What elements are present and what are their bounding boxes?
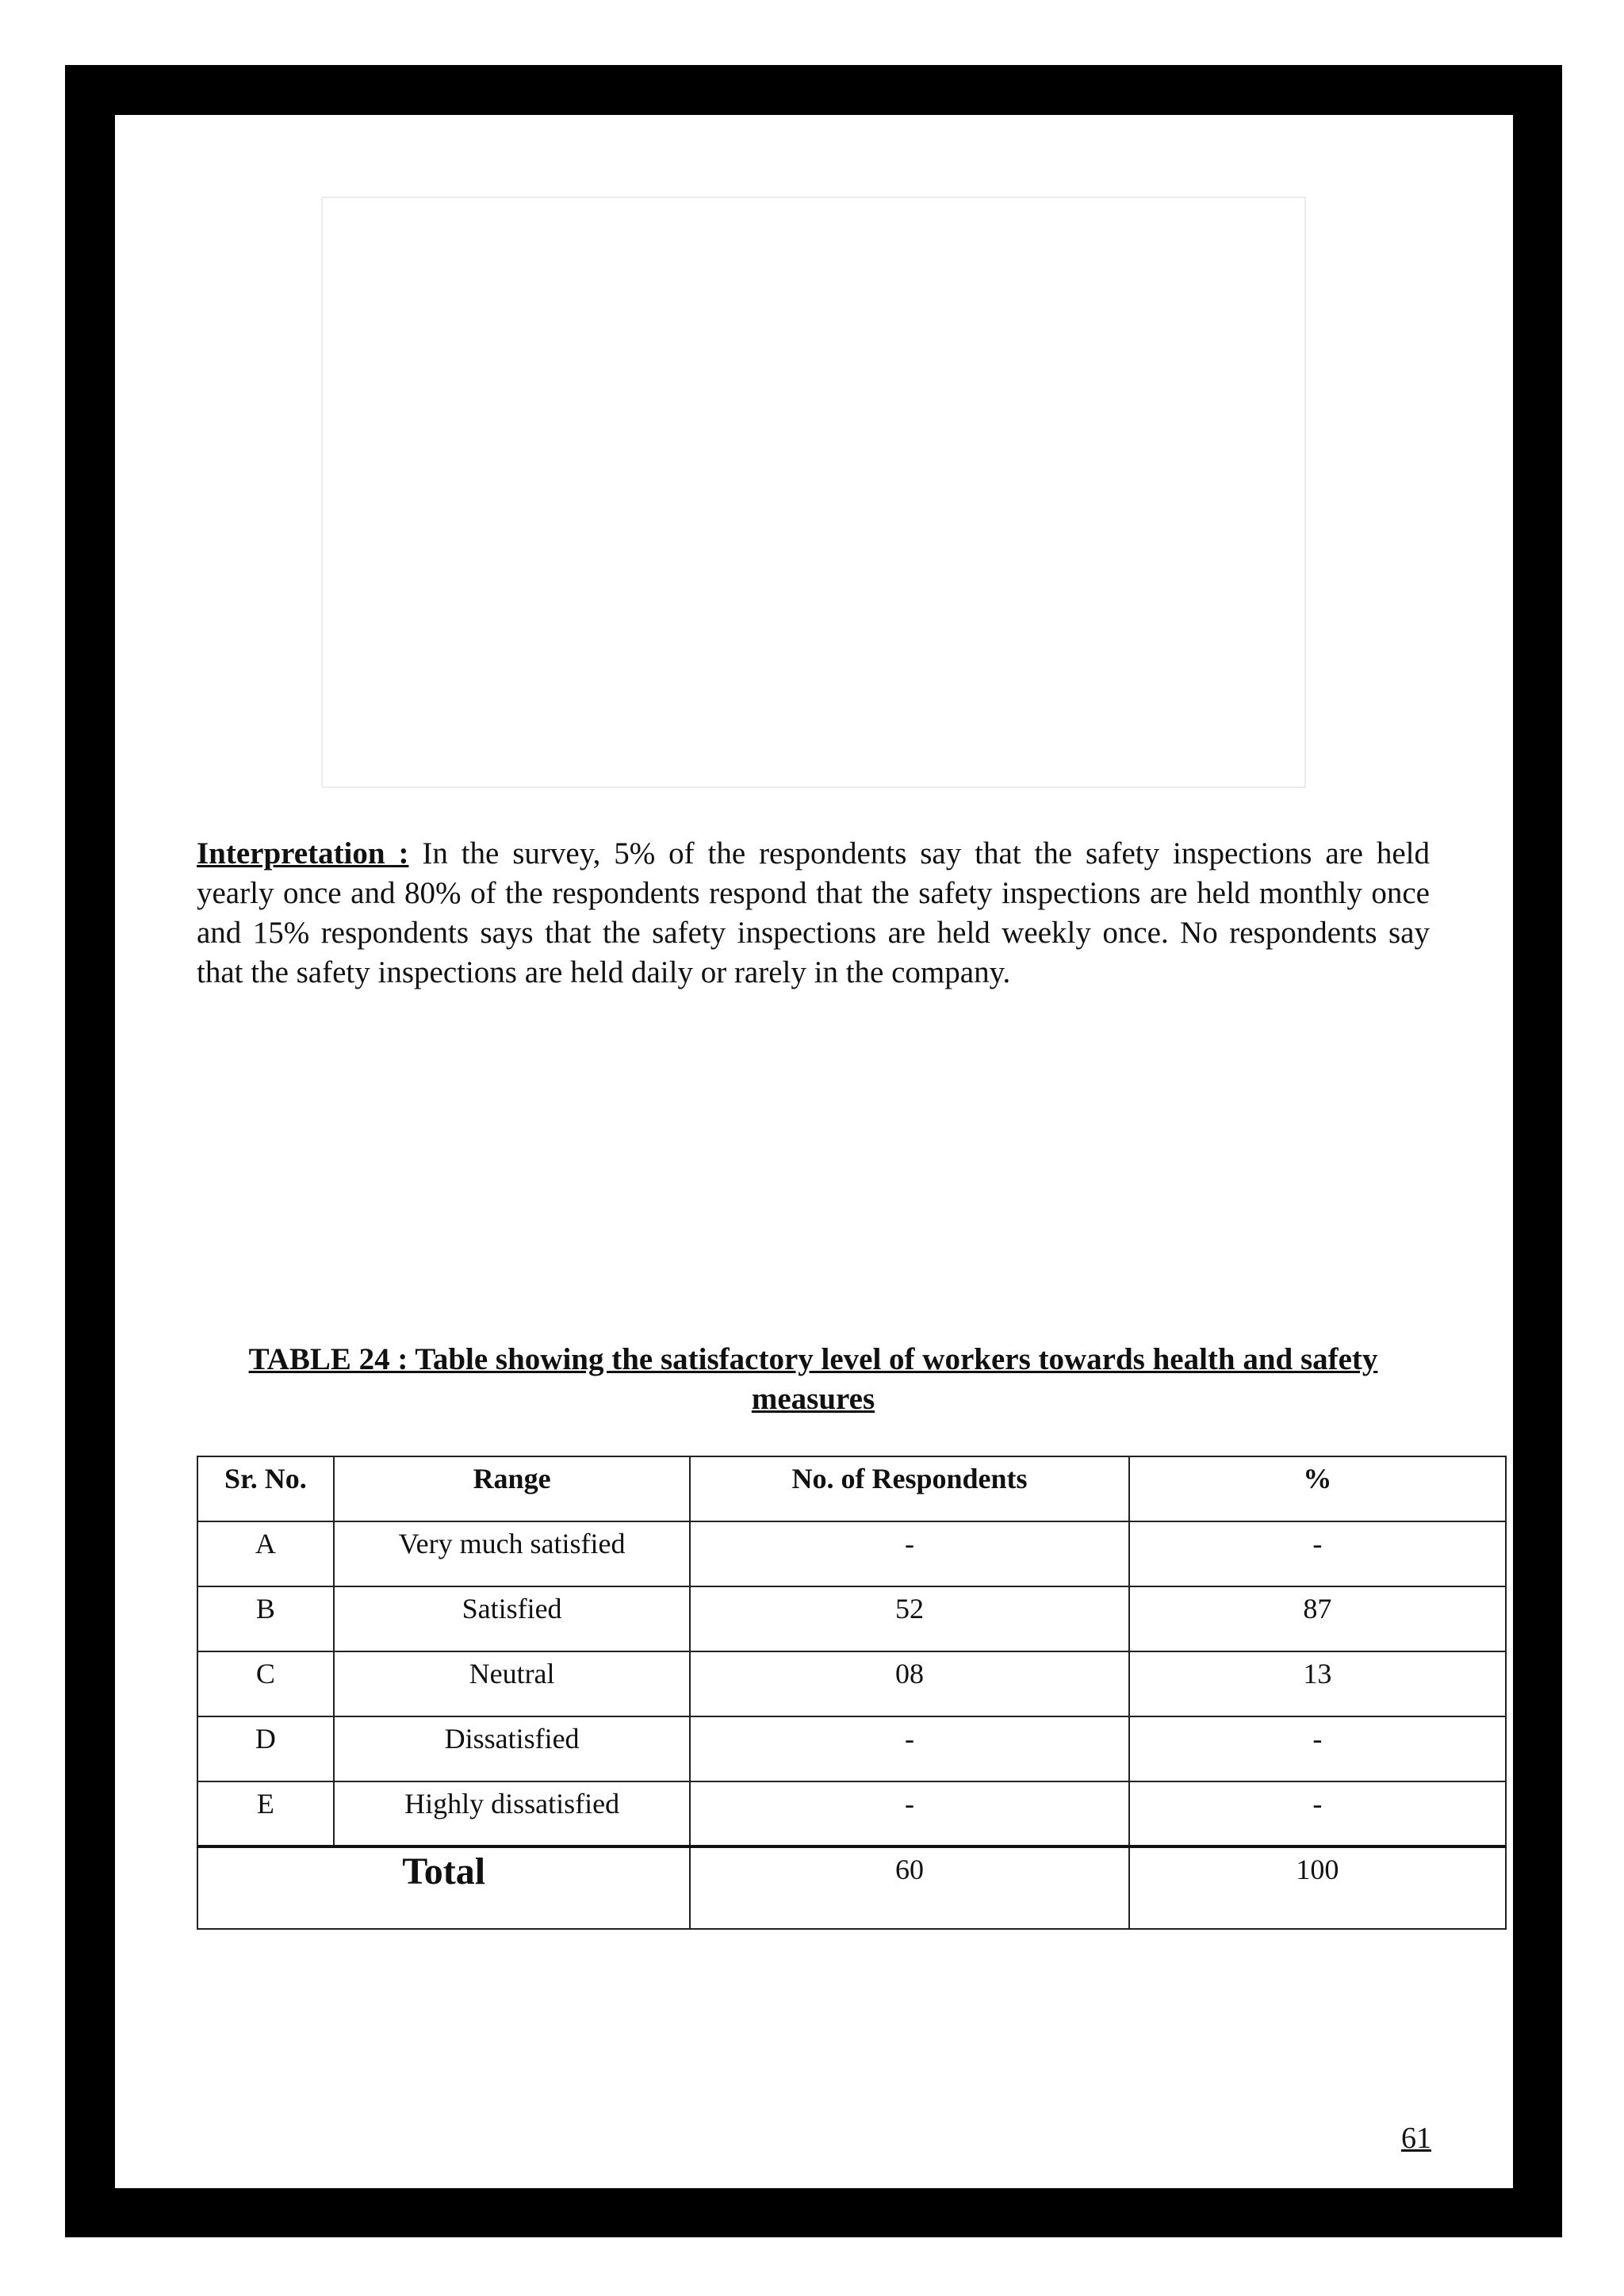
interpretation-text: In the survey, 5% of the respondents say that the safety inspections are held yearly once and 80% of the respondents respond that the safety inspections are held monthly once and 15% respondents says that the safety inspections are held weekly once. No respondents say that the safety inspections are held daily or rarely in the company. <box>197 836 1430 989</box>
cell-sr-no: C <box>197 1651 334 1716</box>
cell-percent: 87 <box>1129 1586 1506 1651</box>
satisfaction-table <box>197 1456 1507 1930</box>
table-title-line1: TABLE 24 : Table showing the satisfactory level of workers towards health and safety <box>248 1342 1378 1376</box>
interpretation-label: Interpretation : <box>197 836 409 871</box>
cell-range: Neutral <box>334 1651 691 1716</box>
cell-range: Satisfied <box>334 1586 691 1651</box>
total-percent: 100 <box>1129 1846 1506 1929</box>
total-cell <box>197 1846 690 1929</box>
header-percent: % <box>1129 1456 1506 1521</box>
total-label: Total <box>402 1850 486 1892</box>
cell-respondents: - <box>690 1716 1128 1781</box>
table-row <box>197 1586 1506 1651</box>
total-respondents: 60 <box>690 1846 1128 1929</box>
cell-sr-no: D <box>197 1716 334 1781</box>
cell-sr-no: A <box>197 1521 334 1586</box>
page-number: 61 <box>1401 2122 1431 2155</box>
header-respondents: No. of Respondents <box>690 1456 1128 1521</box>
table-title-line2: measures <box>751 1382 875 1416</box>
cell-percent: - <box>1129 1521 1506 1586</box>
table-title <box>197 1340 1430 1419</box>
cell-range: Dissatisfied <box>334 1716 691 1781</box>
header-range: Range <box>334 1456 691 1521</box>
cell-sr-no: B <box>197 1586 334 1651</box>
cell-range: Highly dissatisfied <box>334 1781 691 1846</box>
cell-percent: - <box>1129 1716 1506 1781</box>
figure-area <box>321 197 1306 788</box>
cell-percent: - <box>1129 1781 1506 1846</box>
cell-respondents: - <box>690 1521 1128 1586</box>
cell-sr-no: E <box>197 1781 334 1846</box>
cell-range: Very much satisfied <box>334 1521 691 1586</box>
cell-respondents: 52 <box>690 1586 1128 1651</box>
interpretation-paragraph <box>197 834 1430 993</box>
header-sr-no: Sr. No. <box>197 1456 334 1521</box>
table-row <box>197 1651 1506 1716</box>
table-row <box>197 1716 1506 1781</box>
cell-respondents: 08 <box>690 1651 1128 1716</box>
table-total-row <box>197 1846 1506 1929</box>
cell-percent: 13 <box>1129 1651 1506 1716</box>
table-row <box>197 1781 1506 1846</box>
table-row <box>197 1521 1506 1586</box>
table-header-row <box>197 1456 1506 1521</box>
cell-respondents: - <box>690 1781 1128 1846</box>
